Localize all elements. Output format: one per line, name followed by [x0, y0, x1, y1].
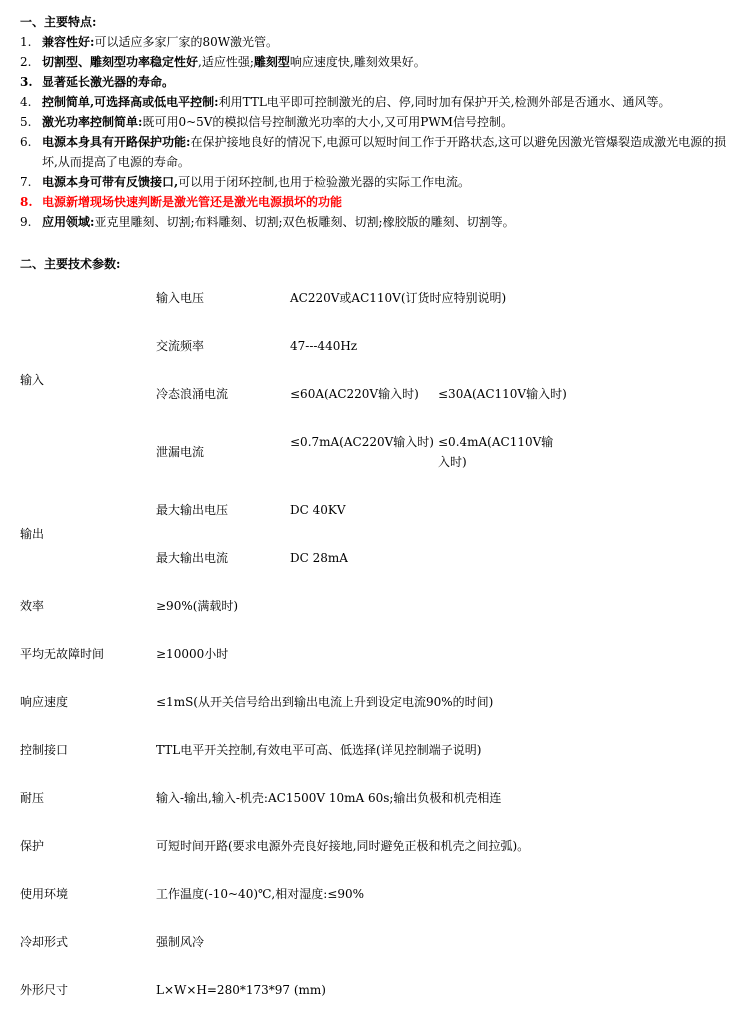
param-value-alt: ≤30A(AC110V输入时) [438, 387, 567, 401]
param-value: DC 40KV [290, 503, 346, 517]
item-number: 1. [20, 35, 32, 49]
param-value: 工作温度(-10~40)℃,相对湿度:≤90% [156, 887, 365, 901]
feature-item-4 [20, 92, 730, 112]
item-number: 3. [20, 75, 33, 89]
item-heading: 显著延长激光器的寿命。 [42, 75, 175, 89]
param-name: 使用环境 [20, 887, 69, 901]
param-value: ≤0.7mA(AC220V输入时) [290, 435, 434, 449]
item-text-2: 响应速度快,雕刻效果好。 [289, 55, 426, 69]
param-value: 输入-输出,输入-机壳:AC1500V 10mA 60s;输出负极和机壳相连 [156, 791, 502, 805]
param-name: 最大输出电流 [156, 551, 229, 565]
item-text: 在保护接地良好的情况下,电源可以短时间工作于开路状态,这可以避免因激光管爆裂造成激光电源的损坏,从而提高了电源的寿命。 [42, 135, 727, 169]
feature-item-9 [20, 212, 730, 232]
section-title-specs: 二、主要技术参数: [20, 257, 121, 271]
param-value: ≤1mS(从开关信号给出到输出电流上升到设定电流90%的时间) [156, 695, 494, 709]
param-value: 强制风冷 [156, 935, 205, 949]
param-name: 交流频率 [156, 339, 205, 353]
param-name: 控制接口 [20, 743, 69, 757]
feature-item-1 [20, 32, 730, 52]
param-name: 输入电压 [156, 291, 205, 305]
param-value: 可短时间开路(要求电源外壳良好接地,同时避免正极和机壳之间拉弧)。 [156, 839, 530, 853]
param-name: 外形尺寸 [20, 983, 69, 997]
param-name: 响应速度 [20, 695, 69, 709]
param-value: L×W×H=280*173*97 (mm) [156, 983, 326, 997]
param-value: AC220V或AC110V(订货时应特别说明) [290, 291, 507, 305]
param-name: 冷却形式 [20, 935, 69, 949]
item-heading: 切割型、雕刻型功率稳定性好 [42, 55, 199, 69]
section-title-features: 一、主要特点: [20, 15, 97, 29]
param-name: 平均无故障时间 [20, 647, 105, 661]
feature-item-8 [20, 192, 730, 212]
param-name: 最大输出电压 [156, 503, 229, 517]
item-heading: 电源新增现场快速判断是激光管还是激光电源损坏的功能 [42, 195, 343, 209]
group-label-output: 输出 [20, 527, 45, 541]
item-number: 8. [20, 195, 33, 209]
item-text: 既可用0~5V的模拟信号控制激光功率的大小,又可用PWM信号控制。 [142, 115, 513, 129]
item-heading-2: 雕刻型 [253, 55, 290, 69]
item-number: 5. [20, 115, 32, 129]
item-text: ,适应性强; [198, 55, 254, 69]
item-heading: 电源本身可带有反馈接口, [42, 175, 179, 189]
item-heading: 应用领域: [42, 215, 95, 229]
param-value: ≥90%(满载时) [156, 599, 239, 613]
item-heading: 电源本身具有开路保护功能: [42, 135, 191, 149]
item-number: 9. [20, 215, 32, 229]
item-heading: 控制简单,可选择高或低电平控制: [42, 95, 219, 109]
feature-item-2 [20, 52, 730, 72]
item-text: 可以适应多家厂家的80W激光管。 [94, 35, 279, 49]
param-value: TTL电平开关控制,有效电平可高、低选择(详见控制端子说明) [156, 743, 482, 757]
param-name: 泄漏电流 [156, 445, 205, 459]
item-number: 4. [20, 95, 32, 109]
item-text: 可以用于闭环控制,也用于检验激光器的实际工作电流。 [178, 175, 471, 189]
feature-item-5 [20, 112, 730, 132]
feature-item-7 [20, 172, 730, 192]
item-heading: 兼容性好: [42, 35, 95, 49]
item-text: 亚克里雕刻、切割;布料雕刻、切割;双色板雕刻、切割;橡胶版的雕刻、切割等。 [94, 215, 515, 229]
param-value: DC 28mA [290, 551, 348, 565]
item-number: 2. [20, 55, 32, 69]
group-label-input: 输入 [20, 373, 45, 387]
param-name: 效率 [20, 599, 45, 613]
param-value: 47---440Hz [290, 339, 358, 353]
param-value-alt: ≤0.4mA(AC110V输入时) [438, 435, 554, 469]
param-name: 冷态浪涌电流 [156, 387, 229, 401]
item-text: 利用TTL电平即可控制激光的启、停,同时加有保护开关,检测外部是否通水、通风等。 [218, 95, 671, 109]
item-number: 7. [20, 175, 32, 189]
feature-item-6 [20, 132, 730, 172]
param-value: ≤60A(AC220V输入时) [290, 387, 419, 401]
item-number: 6. [20, 135, 32, 149]
item-heading: 激光功率控制简单: [42, 115, 143, 129]
param-name: 耐压 [20, 791, 45, 805]
param-name: 保护 [20, 839, 45, 853]
param-value: ≥10000小时 [156, 647, 229, 661]
feature-item-3 [20, 72, 730, 92]
